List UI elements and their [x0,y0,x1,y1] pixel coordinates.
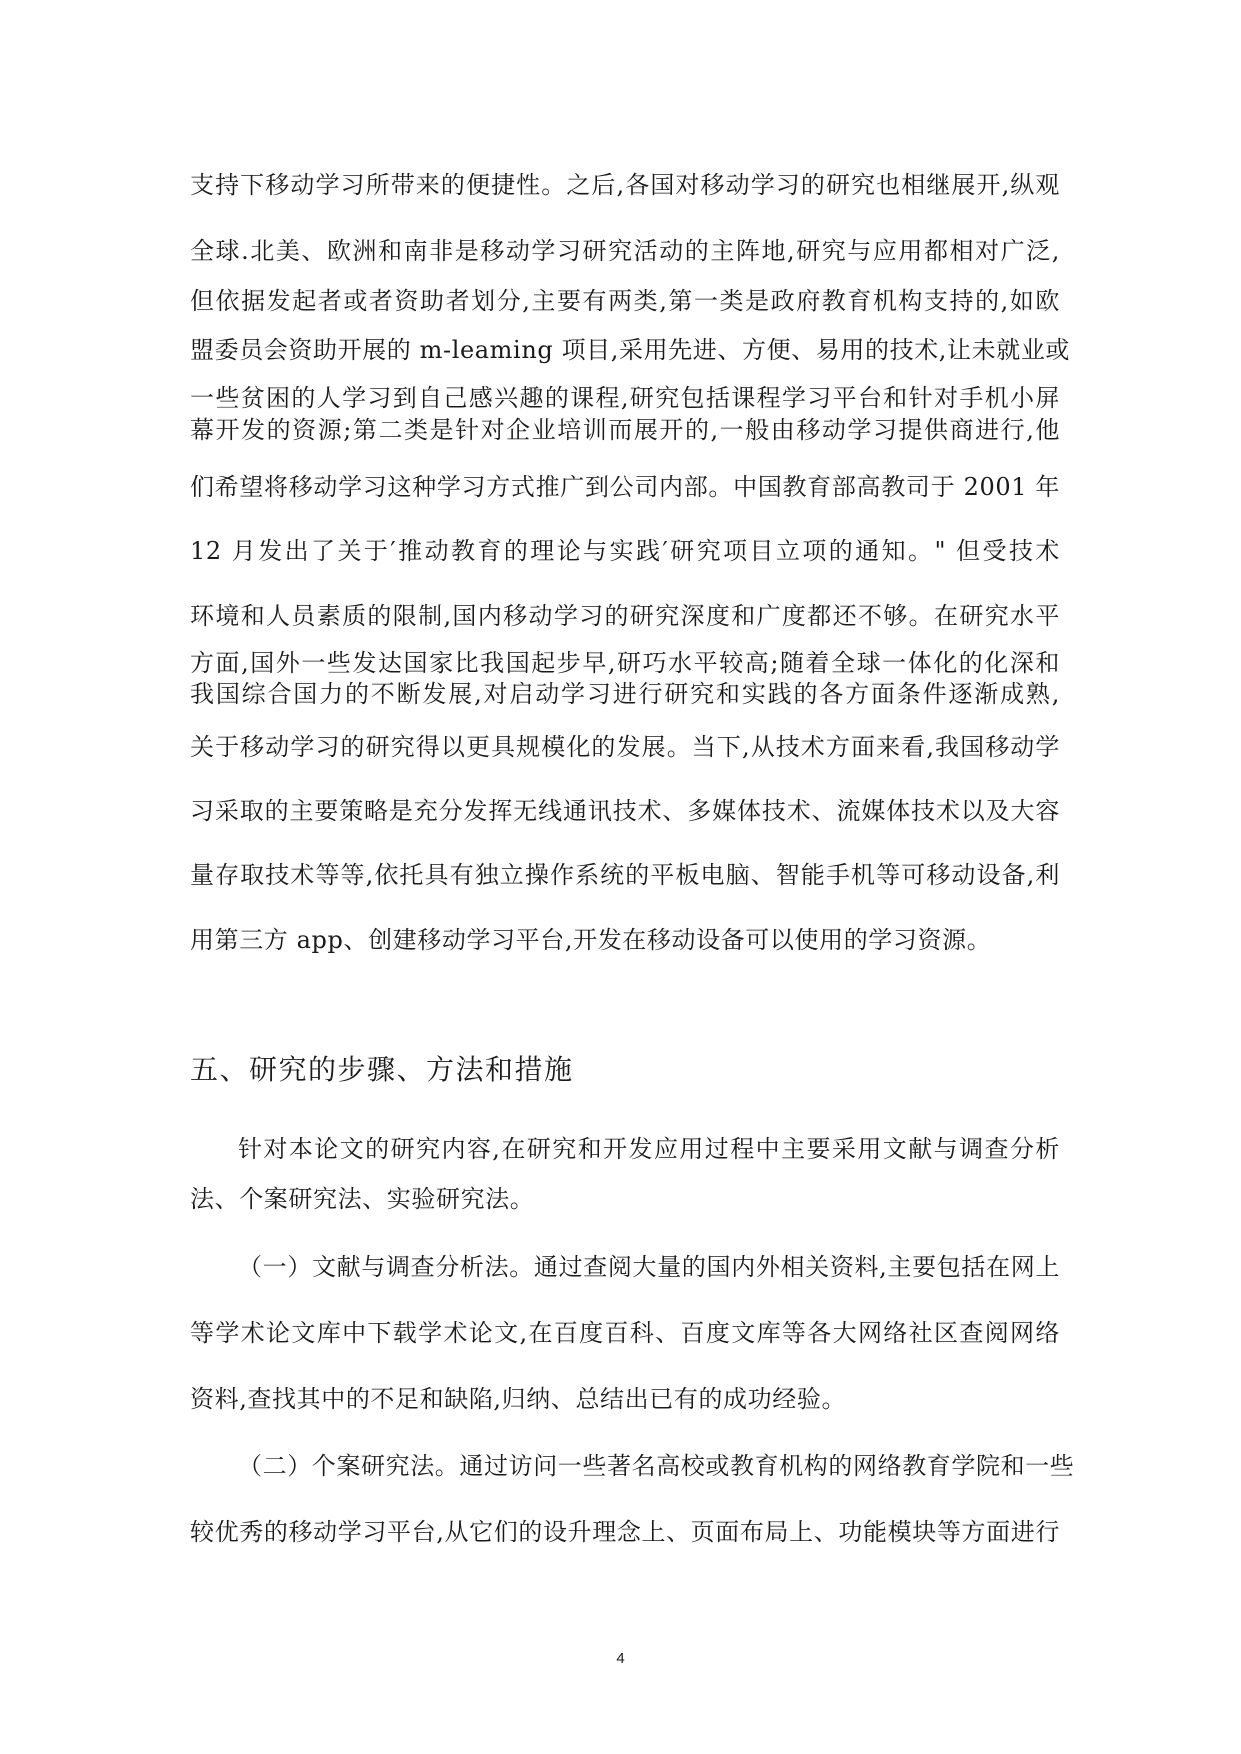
paragraph-line: 用第三方 app、创建移动学习平台,开发在移动设备可以使用的学习资源。 [190,926,992,954]
paragraph-line: 我国综合国力的不断发展,对启动学习进行研究和实践的各方面条件逐渐成熟, [190,680,1060,708]
paragraph-line: 盟委员会资助开展的 m-leaming 项目,采用先进、方便、易用的技术,让未就业或 [190,336,1071,364]
paragraph-line: 针对本论文的研究内容,在研究和开发应用过程中主要采用文献与调查分析 [238,1135,1060,1163]
paragraph-line: （二）个案研究法。通过访问一些著名高校或教育机构的网络教育学院和一些 [238,1452,1075,1480]
paragraph-line: 全球.北美、欧洲和南非是移动学习研究活动的主阵地,研究与应用都相对广泛, [190,237,1060,265]
paragraph-line: 们希望将移动学习这种学习方式推广到公司内部。中国教育部高教司于 2001 年 [190,473,1060,501]
paragraph-line: 支持下移动学习所带来的便捷性。之后,各国对移动学习的研究也相继展开,纵观 [190,171,1060,199]
paragraph-line: 关于移动学习的研究得以更具规模化的发展。当下,从技术方面来看,我国移动学 [190,733,1060,761]
paragraph-line: 但依据发起者或者资助者划分,主要有两类,第一类是政府教育机构支持的,如欧 [190,287,1060,315]
paragraph-line: 12 月发出了关于′推动教育的理论与实践′研究项目立项的通知。" 但受技术 [190,537,1060,565]
paragraph-line: 等学术论文库中下载学术论文,在百度百科、百度文库等各大网络社区查阅网络 [190,1319,1060,1347]
paragraph-line: 较优秀的移动学习平台,从它们的设升理念上、页面布局上、功能模块等方面进行 [190,1518,1060,1546]
paragraph-line: 方面,国外一些发达国家比我国起步早,研巧水平较高;随着全球一体化的化深和 [190,649,1060,677]
paragraph-line: 习采取的主要策略是充分发挥无线通讯技术、多媒体技术、流媒体技术以及大容 [190,797,1060,825]
paragraph-line: 量存取技术等等,依托具有独立操作系统的平板电脑、智能手机等可移动设备,利 [190,861,1060,889]
paragraph-line: 幕开发的资源;第二类是针对企业培训而展开的,一般由移动学习提供商进行,他 [190,416,1060,444]
page-number: 4 [616,1650,625,1667]
paragraph-line: 一些贫困的人学习到自己感兴趣的课程,研究包括课程学习平台和针对手机小屏 [190,384,1060,412]
paragraph-line: 资料,查找其中的不足和缺陷,归纳、总结出已有的成功经验。 [190,1385,847,1413]
paragraph-line: （一）文献与调查分析法。通过查阅大量的国内外相关资料,主要包括在网上 [238,1253,1060,1281]
paragraph-line: 法、个案研究法、实验研究法。 [190,1185,535,1213]
paragraph-line: 环境和人员素质的限制,国内移动学习的研究深度和广度都还不够。在研究水平 [190,602,1060,630]
section-heading: 五、研究的步骤、方法和措施 [190,1053,574,1086]
